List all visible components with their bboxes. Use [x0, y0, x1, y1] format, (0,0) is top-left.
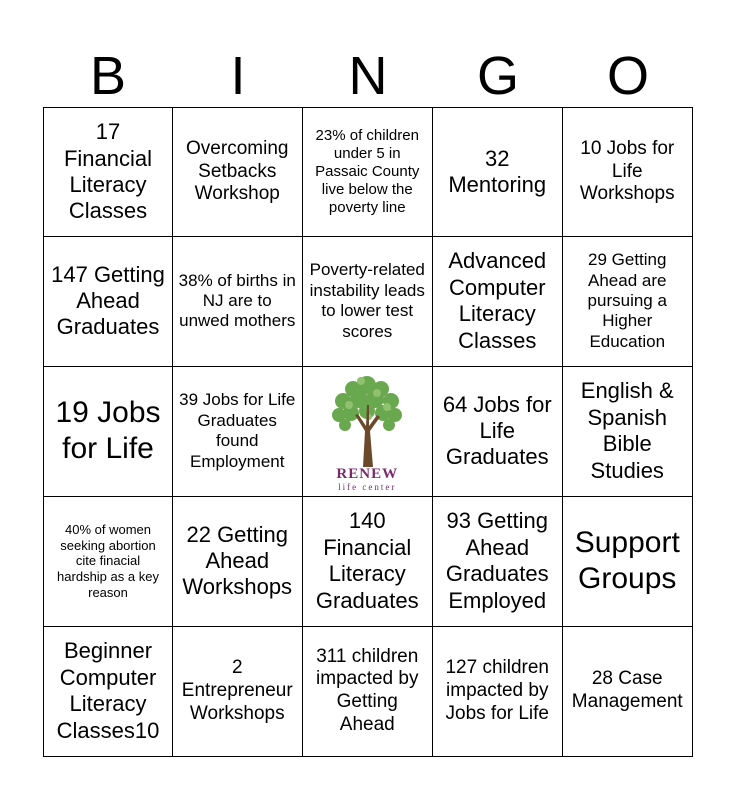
bingo-cell[interactable]: 2 Entrepreneur Workshops: [172, 626, 304, 758]
bingo-cell[interactable]: 28 Case Management: [562, 626, 694, 758]
bingo-cell[interactable]: 17 Financial Literacy Classes: [43, 107, 173, 237]
bingo-cell[interactable]: Poverty-related instability leads to lower test scores: [302, 236, 434, 368]
bingo-cell[interactable]: 93 Getting Ahead Graduates Employed: [432, 496, 564, 628]
bingo-cell[interactable]: Support Groups: [562, 496, 694, 628]
bingo-cell[interactable]: Beginner Computer Literacy Classes10: [43, 626, 173, 758]
bingo-cell[interactable]: 147 Getting Ahead Graduates: [43, 236, 173, 368]
logo-subtitle: life center: [338, 481, 397, 492]
header-letter-b: B: [89, 46, 127, 106]
bingo-cell[interactable]: 64 Jobs for Life Graduates: [432, 366, 564, 498]
bingo-cell[interactable]: 311 children impacted by Getting Ahead: [302, 626, 434, 758]
header-letter-i: I: [230, 46, 246, 106]
bingo-cell[interactable]: 39 Jobs for Life Graduates found Employment: [172, 366, 304, 498]
bingo-cell[interactable]: 10 Jobs for Life Workshops: [562, 107, 694, 237]
bingo-cell[interactable]: 127 children impacted by Jobs for Life: [432, 626, 564, 758]
header-letter-n: N: [348, 46, 388, 106]
header-letter-o: O: [606, 46, 649, 106]
free-space-logo[interactable]: [302, 366, 434, 498]
header-letter-g: G: [476, 46, 519, 106]
bingo-cell[interactable]: 40% of women seeking abortion cite finacial hardship as a key reason: [43, 496, 173, 628]
bingo-cell[interactable]: 23% of children under 5 in Passaic County live below the poverty line: [302, 107, 434, 237]
bingo-cell[interactable]: Overcoming Setbacks Workshop: [172, 107, 304, 237]
bingo-cell[interactable]: 19 Jobs for Life: [43, 366, 173, 498]
tree-icon: [329, 371, 405, 467]
bingo-cell[interactable]: 29 Getting Ahead are pursuing a Higher Education: [562, 236, 694, 368]
bingo-cell[interactable]: 32 Mentoring: [432, 107, 564, 237]
bingo-cell[interactable]: Advanced Computer Literacy Classes: [432, 236, 564, 368]
bingo-board: [43, 107, 693, 757]
bingo-cell[interactable]: English & Spanish Bible Studies: [562, 366, 694, 498]
bingo-cell[interactable]: 22 Getting Ahead Workshops: [172, 496, 304, 628]
bingo-cell[interactable]: 38% of births in NJ are to unwed mothers: [172, 236, 304, 368]
logo-name: RENEW: [336, 465, 399, 482]
bingo-cell[interactable]: 140 Financial Literacy Graduates: [302, 496, 434, 628]
bingo-header: [43, 46, 693, 106]
